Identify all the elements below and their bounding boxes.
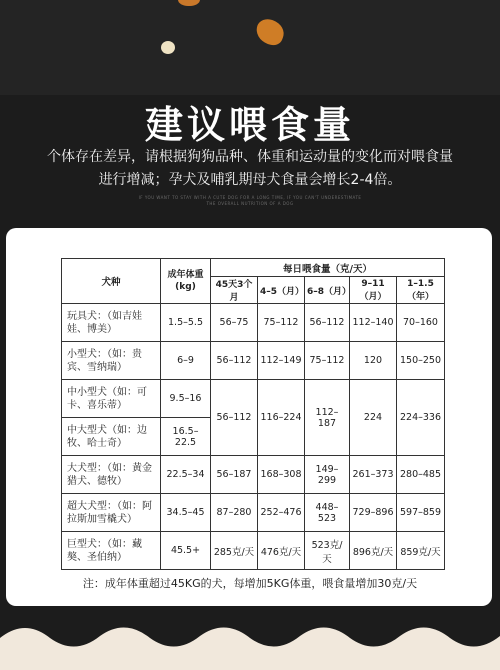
wave-decoration: [0, 612, 500, 670]
table-row: [62, 380, 445, 418]
breed-cell: 中大型犬（如：边牧、哈士奇）: [62, 418, 161, 456]
tagline: [0, 195, 500, 207]
value-cell: 729–896: [350, 494, 397, 532]
value-cell: 280–485: [397, 456, 445, 494]
value-cell: 224: [350, 380, 397, 456]
value-cell: 120: [350, 342, 397, 380]
kibble-decoration: [161, 41, 175, 54]
header-age: 1–1.5（年）: [397, 277, 445, 304]
feeding-table: [61, 258, 445, 570]
value-cell: 112–187: [305, 380, 350, 456]
weight-cell: 45.5+: [161, 532, 211, 570]
value-cell: 112–149: [258, 342, 305, 380]
header-breed: 犬种: [62, 259, 161, 304]
value-cell: 597–859: [397, 494, 445, 532]
header-age: 9–11（月）: [350, 277, 397, 304]
header-age: 6–8（月）: [305, 277, 350, 304]
footnote: 注：成年体重超过45KG的犬，每增加5KG体重，喂食量增加30克/天: [82, 577, 418, 590]
weight-cell: 9.5–16: [161, 380, 211, 418]
header-age: 45天3个月: [211, 277, 258, 304]
value-cell: 75–112: [305, 342, 350, 380]
breed-cell: 中小型犬（如：可卡、喜乐蒂）: [62, 380, 161, 418]
description: [20, 146, 480, 192]
header-age: 4–5（月）: [258, 277, 305, 304]
value-cell: 150–250: [397, 342, 445, 380]
weight-cell: 22.5–34: [161, 456, 211, 494]
value-cell: 448–523: [305, 494, 350, 532]
tagline-line: IF YOU WANT TO STAY WITH A CUTE DOG FOR A LONG TIME, IF YOU CAN'T UNDERESTIMATE: [138, 195, 362, 200]
value-cell: 285克/天: [211, 532, 258, 570]
header-banner: [0, 0, 500, 95]
value-cell: 116–224: [258, 380, 305, 456]
weight-cell: 6–9: [161, 342, 211, 380]
breed-cell: 小型犬：（如：贵宾、雪纳瑞）: [62, 342, 161, 380]
value-cell: 70–160: [397, 304, 445, 342]
value-cell: 168–308: [258, 456, 305, 494]
value-cell: 56–75: [211, 304, 258, 342]
value-cell: 56–112: [211, 342, 258, 380]
page-title: 建议喂食量: [144, 103, 355, 147]
value-cell: 149–299: [305, 456, 350, 494]
value-cell: 87–280: [211, 494, 258, 532]
value-cell: 859克/天: [397, 532, 445, 570]
table-row: [62, 304, 445, 342]
weight-cell: 34.5–45: [161, 494, 211, 532]
breed-cell: 大犬型：（如：黄金猎犬、德牧）: [62, 456, 161, 494]
value-cell: 252–476: [258, 494, 305, 532]
value-cell: 224–336: [397, 380, 445, 456]
value-cell: 56–112: [211, 380, 258, 456]
breed-cell: 巨型犬：（如：藏獒、圣伯纳）: [62, 532, 161, 570]
table-row: [62, 532, 445, 570]
breed-cell: 玩具犬：（如吉娃娃、博美）: [62, 304, 161, 342]
table-row: [62, 456, 445, 494]
weight-cell: 16.5–22.5: [161, 418, 211, 456]
description-line: 个体存在差异，请根据狗狗品种、体重和运动量的变化而对喂食量: [47, 149, 453, 165]
value-cell: 112–140: [350, 304, 397, 342]
weight-cell: 1.5–5.5: [161, 304, 211, 342]
header-weight: 成年体重(kg): [161, 259, 211, 304]
header-daily: 每日喂食量（克/天）: [211, 259, 445, 277]
header-row: [62, 259, 445, 277]
tagline-line: THE OVERALL NUTRITION OF A DOG: [206, 201, 294, 206]
value-cell: 261–373: [350, 456, 397, 494]
description-line: 进行增减；孕犬及哺乳期母犬食量会增长2-4倍。: [98, 172, 402, 188]
value-cell: 896克/天: [350, 532, 397, 570]
value-cell: 476克/天: [258, 532, 305, 570]
value-cell: 56–112: [305, 304, 350, 342]
table-row: [62, 494, 445, 532]
breed-cell: 超大犬型：（如：阿拉斯加雪橇犬）: [62, 494, 161, 532]
value-cell: 75–112: [258, 304, 305, 342]
table-row: [62, 342, 445, 380]
value-cell: 523克/天: [305, 532, 350, 570]
value-cell: 56–187: [211, 456, 258, 494]
